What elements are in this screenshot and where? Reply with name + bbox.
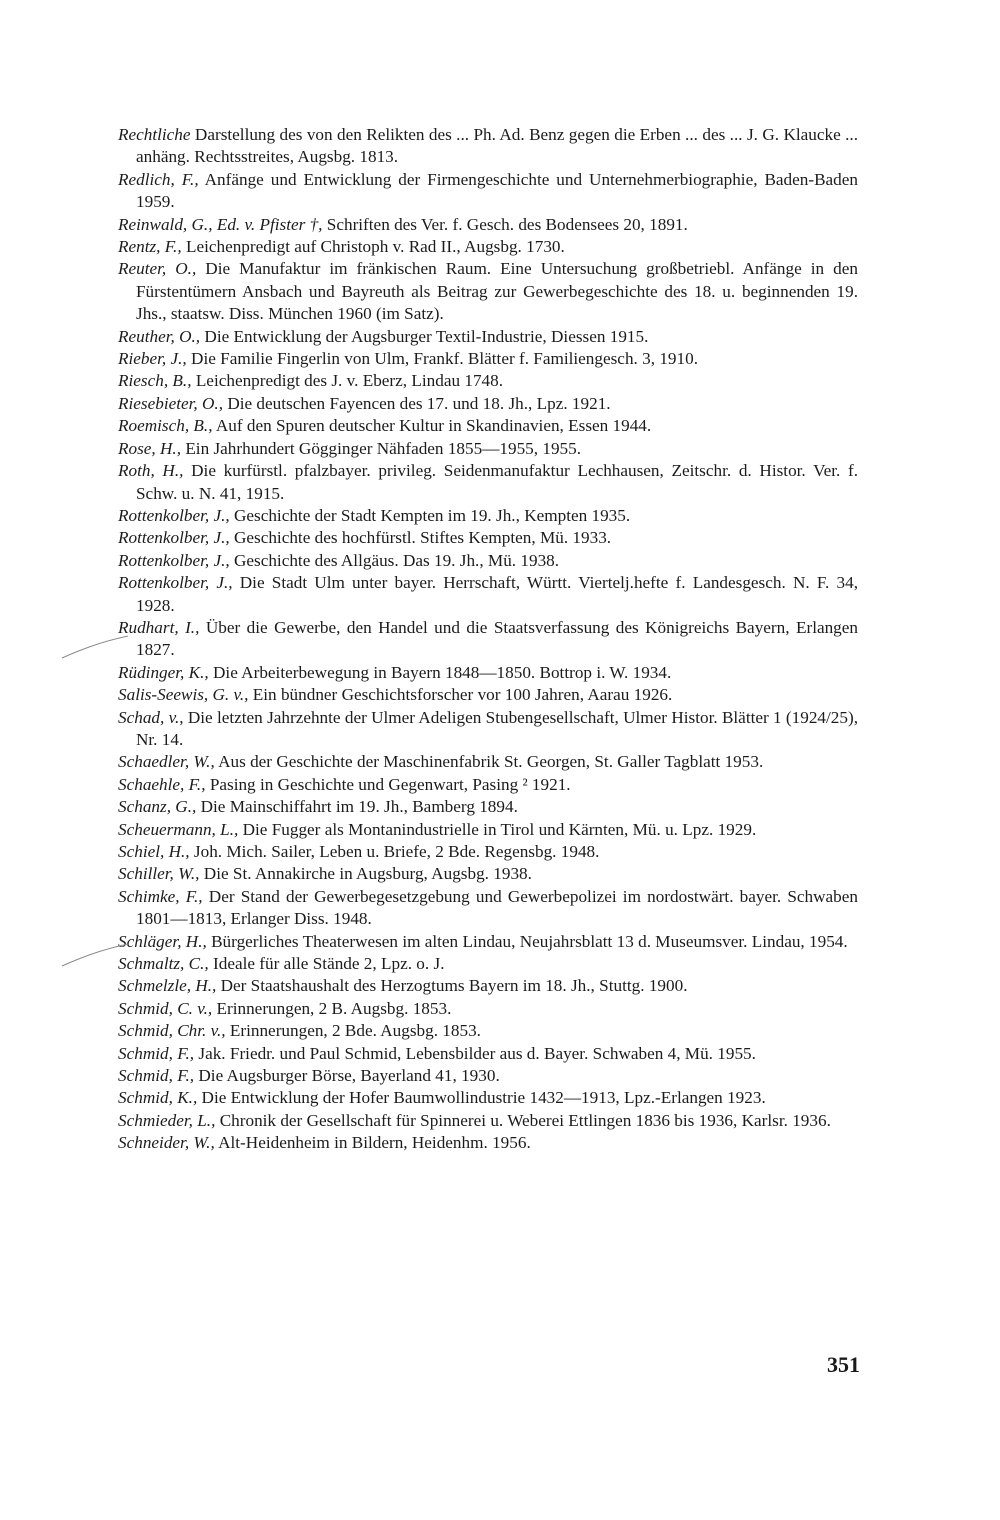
entry-author: Rüdinger, K.,: [118, 662, 209, 682]
entry-author: Schmid, F.,: [118, 1066, 195, 1086]
bibliography-entry: [118, 751, 858, 773]
bibliography-entry: [118, 975, 858, 997]
entry-author: Schimke, F.,: [118, 886, 203, 906]
entry-author: Redlich, F.,: [118, 169, 199, 189]
bibliography-entry: [118, 393, 858, 415]
entry-author: Riesebieter, O.,: [118, 393, 224, 413]
bibliography-entry: [118, 438, 858, 460]
bibliography-entry: [118, 1110, 858, 1132]
bibliography-entry: [118, 550, 858, 572]
entry-text: Die St. Annakirche in Augsburg, Augsbg. 1938.: [199, 864, 532, 884]
entry-text: Geschichte des Allgäus. Das 19. Jh., Mü. 1938.: [229, 550, 560, 570]
bibliography-entry: [118, 863, 858, 885]
entry-author: Schmid, K.,: [118, 1088, 198, 1108]
bibliography-entry: [118, 819, 858, 841]
entry-author: Rieber, J.,: [118, 349, 187, 369]
entry-text: Pasing in Geschichte und Gegenwart, Pasing ² 1921.: [205, 774, 571, 794]
entry-text: Die Stadt Ulm unter bayer. Herrschaft, Württ. Viertelj.hefte f. Landesgesch. N. F. 34, 1928.: [136, 573, 858, 615]
entry-text: Anfänge und Entwicklung der Firmengeschichte und Unternehmerbiographie, Baden-Baden 1959.: [136, 169, 858, 212]
entry-author: Schad, v.,: [118, 707, 184, 727]
entry-text: Erinnerungen, 2 B. Augsbg. 1853.: [212, 998, 452, 1018]
bibliography-entry: [118, 796, 858, 818]
entry-text: Die Familie Fingerlin von Ulm, Frankf. Blätter f. Familiengesch. 3, 1910.: [186, 349, 698, 369]
entry-author: Schaehle, F.,: [118, 774, 206, 794]
entry-author: Reuther, O.,: [118, 326, 201, 346]
entry-author: Rottenkolber, J.,: [118, 505, 230, 525]
entry-author: Roemisch, B.,: [118, 416, 213, 436]
bibliography-entry: [118, 415, 858, 437]
entry-text: Die letzten Jahrzehnte der Ulmer Adeligen Stubengesellschaft, Ulmer Histor. Blätter 1 (1924/25), Nr. 14.: [136, 707, 858, 749]
entry-text: Der Staatshaushalt des Herzogtums Bayern im 18. Jh., Stuttg. 1900.: [216, 976, 688, 996]
entry-text: Der Stand der Gewerbegesetzgebung und Gewerbepolizei im nordostwärt. bayer. Schwaben 1801—1813, Erlanger Diss. 1948.: [136, 886, 858, 929]
entry-text: Die Entwicklung der Hofer Baumwollindustrie 1432—1913, Lpz.-Erlangen 1923.: [197, 1088, 766, 1108]
entry-text: Die Mainschiffahrt im 19. Jh., Bamberg 1894.: [196, 797, 518, 817]
bibliography-entry: [118, 662, 858, 684]
bibliography-entry: [118, 707, 858, 752]
bibliography-entry: [118, 617, 858, 662]
bibliography-entry: [118, 572, 858, 617]
entry-text: Alt-Heidenheim in Bildern, Heidenhm. 1956.: [214, 1133, 531, 1153]
bibliography-entry: [118, 998, 858, 1020]
entry-text: Aus der Geschichte der Maschinenfabrik St. Georgen, St. Galler Tagblatt 1953.: [214, 752, 764, 772]
entry-text: Bürgerliches Theaterwesen im alten Lindau, Neujahrsblatt 13 d. Museumsver. Lindau, 1954.: [206, 931, 848, 951]
entry-text: Darstellung des von den Relikten des ... Ph. Ad. Benz gegen die Erben ... des ... J. G. Klaucke ... anhäng. Rechtsstreites, Augsbg. 1813.: [136, 125, 858, 167]
entry-author: Rottenkolber, J.,: [118, 573, 233, 593]
bibliography-entry: [118, 527, 858, 549]
bibliography-entry: [118, 1132, 858, 1154]
entry-text: Auf den Spuren deutscher Kultur in Skandinavien, Essen 1944.: [212, 416, 652, 436]
entry-text: Chronik der Gesellschaft für Spinnerei u. Weberei Ettlingen 1836 bis 1936, Karlsr. 1936.: [215, 1110, 831, 1130]
bibliography-entry: [118, 505, 858, 527]
entry-author: Schmid, C. v.,: [118, 998, 213, 1018]
entry-author: Schaedler, W.,: [118, 752, 215, 772]
entry-author: Rottenkolber, J.,: [118, 550, 230, 570]
bibliography-entry: [118, 460, 858, 505]
entry-author: Scheuermann, L.,: [118, 819, 239, 839]
entry-author: Reuter, O.,: [118, 259, 197, 279]
entry-author: Schmieder, L.,: [118, 1110, 216, 1130]
entry-author: Rudhart, I.,: [118, 617, 200, 637]
pencil-mark: [60, 940, 130, 970]
entry-author: Rose, H.,: [118, 438, 182, 458]
entry-author: Rechtliche: [118, 125, 191, 144]
entry-text: Ein bündner Geschichtsforscher vor 100 Jahren, Aarau 1926.: [248, 685, 673, 705]
bibliography-entry: [118, 169, 858, 214]
entry-author: Rottenkolber, J.,: [118, 528, 230, 548]
entry-author: Reinwald, G., Ed. v. Pfister †,: [118, 214, 323, 234]
bibliography-entry: [118, 931, 858, 953]
entry-text: Leichenpredigt auf Christoph v. Rad II., Augsbg. 1730.: [181, 237, 565, 257]
bibliography-entry: [118, 236, 858, 258]
entry-author: Rentz, F.,: [118, 237, 182, 257]
entry-text: Erinnerungen, 2 Bde. Augsbg. 1853.: [225, 1021, 481, 1041]
entry-text: Die Arbeiterbewegung in Bayern 1848—1850. Bottrop i. W. 1934.: [208, 662, 672, 682]
entry-text: Leichenpredigt des J. v. Eberz, Lindau 1748.: [191, 371, 504, 391]
entry-text: Die Entwicklung der Augsburger Textil-Industrie, Diessen 1915.: [200, 326, 649, 346]
entry-text: Die kurfürstl. pfalzbayer. privileg. Seidenmanufaktur Lechhausen, Zeitschr. d. Histor. Ver. f. Schw. u. N. 41, 1915.: [136, 461, 859, 503]
entry-author: Roth, H.,: [118, 461, 184, 481]
entry-author: Schmid, F.,: [118, 1043, 195, 1063]
bibliography-entry: [118, 1065, 858, 1087]
bibliography-entry: [118, 348, 858, 370]
entry-text: Geschichte der Stadt Kempten im 19. Jh., Kempten 1935.: [229, 505, 631, 525]
bibliography-entry: [118, 1043, 858, 1065]
entry-text: Ein Jahrhundert Gögginger Nähfaden 1855—1955, 1955.: [181, 438, 582, 458]
bibliography-entry: [118, 774, 858, 796]
bibliography-entry: [118, 1087, 858, 1109]
entry-text: Die Fugger als Montanindustrielle in Tirol und Kärnten, Mü. u. Lpz. 1929.: [238, 819, 757, 839]
bibliography-entry: [118, 953, 858, 975]
entry-author: Riesch, B.,: [118, 371, 192, 391]
entry-author: Schiel, H.,: [118, 842, 190, 861]
bibliography-entry: [118, 214, 858, 236]
bibliography-entry: [118, 258, 858, 325]
entry-text: Geschichte des hochfürstl. Stiftes Kempten, Mü. 1933.: [229, 528, 612, 548]
bibliography-entry: [118, 1020, 858, 1042]
entry-text: Die Augsburger Börse, Bayerland 41, 1930.: [194, 1066, 500, 1086]
entry-author: Schiller, W.,: [118, 864, 200, 884]
bibliography-entry: [118, 841, 858, 863]
entry-text: Schriften des Ver. f. Gesch. des Bodensees 20, 1891.: [322, 214, 688, 234]
page-number: 351: [827, 1352, 860, 1377]
entry-text: Joh. Mich. Sailer, Leben u. Briefe, 2 Bde. Regensbg. 1948.: [189, 842, 600, 861]
entry-text: Die deutschen Fayencen des 17. und 18. Jh., Lpz. 1921.: [223, 393, 611, 413]
bibliography-entry: [118, 684, 858, 706]
pencil-mark: [60, 630, 130, 660]
bibliography-entry: [118, 124, 858, 169]
bibliography-list: [118, 124, 858, 1155]
entry-author: Salis-Seewis, G. v.,: [118, 685, 249, 705]
entry-text: Über die Gewerbe, den Handel und die Staatsverfassung des Königreichs Bayern, Erlangen 1827.: [136, 617, 859, 660]
entry-author: Schmid, Chr. v.,: [118, 1021, 226, 1041]
entry-text: Die Manufaktur im fränkischen Raum. Eine Untersuchung großbetriebl. Anfänge in den Fürstentümern Ansbach und Bayreuth als Beitrag zur Gewerbegeschichte des 18. u. beginnenden 19. Jhs., staatsw. Diss. München 1960 (im Satz).: [136, 259, 858, 324]
bibliography-entry: [118, 886, 858, 931]
entry-text: Jak. Friedr. und Paul Schmid, Lebensbilder aus d. Bayer. Schwaben 4, Mü. 1955.: [194, 1043, 756, 1063]
entry-author: Schneider, W.,: [118, 1133, 215, 1153]
entry-author: Schläger, H.,: [118, 931, 207, 951]
bibliography-entry: [118, 326, 858, 348]
entry-author: Schanz, G.,: [118, 797, 197, 817]
bibliography-entry: [118, 370, 858, 392]
entry-text: Ideale für alle Stände 2, Lpz. o. J.: [208, 954, 445, 974]
entry-author: Schmaltz, C.,: [118, 954, 209, 974]
entry-author: Schmelzle, H.,: [118, 976, 217, 996]
